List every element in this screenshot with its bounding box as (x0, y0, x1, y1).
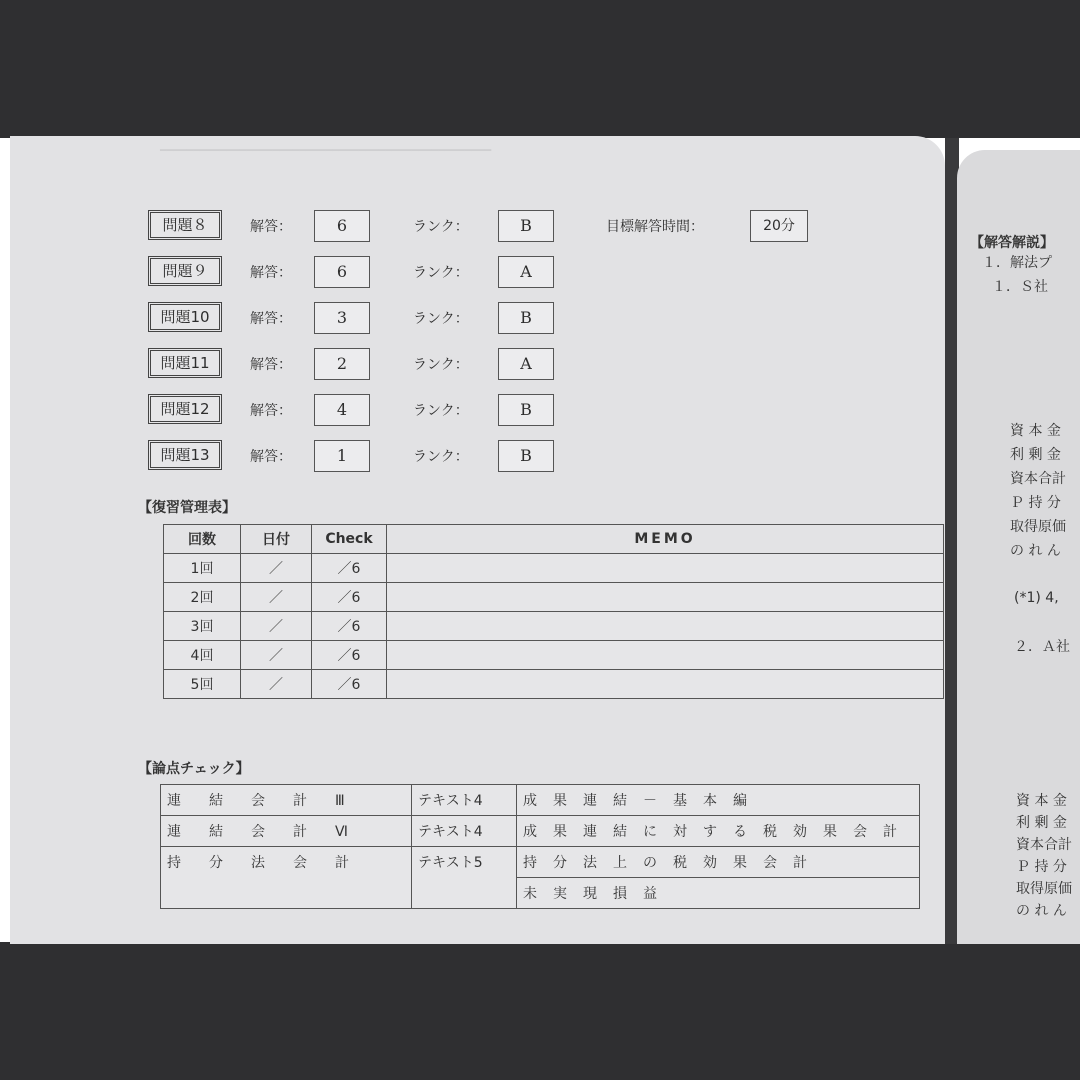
answer-value: 1 (314, 440, 370, 472)
table-row (161, 847, 920, 878)
right-page-line: (*1) 4, (1014, 590, 1059, 606)
rank-value: A (498, 256, 554, 288)
rank-value: B (498, 302, 554, 334)
table-row (161, 816, 920, 847)
rank-value: B (498, 394, 554, 426)
right-page-line: 資本合計 (1016, 837, 1072, 853)
question-label: 問題12 (148, 394, 222, 424)
header-memo: MEMO (387, 525, 944, 554)
date-cell: ／ (241, 641, 312, 670)
topic-cell: 持分法上の税効果会計 (517, 847, 920, 878)
answer-label: 解答： (250, 219, 292, 235)
right-page-line: 資本合計 (1010, 471, 1066, 487)
rank-label: ランク： (413, 265, 469, 281)
header-date: 日付 (241, 525, 312, 554)
text-ref-cell: テキスト4 (412, 816, 517, 847)
rank-label: ランク： (413, 449, 469, 465)
table-row (164, 670, 944, 699)
rank-label: ランク： (413, 219, 469, 235)
answer-value: 3 (314, 302, 370, 334)
date-cell: ／ (241, 583, 312, 612)
memo-cell (387, 583, 944, 612)
topic-check-title: 【論点チェック】 (138, 761, 250, 777)
date-cell: ／ (241, 554, 312, 583)
right-page-line: ２．Ａ社 (1014, 639, 1070, 655)
answer-row (148, 256, 848, 288)
question-label: 問題９ (148, 256, 222, 286)
right-page-line: 取得原価 (1016, 881, 1072, 897)
check-cell: ／6 (312, 641, 387, 670)
review-table-title: 【復習管理表】 (138, 500, 236, 516)
topic-check-table (160, 784, 920, 909)
answer-label: 解答： (250, 357, 292, 373)
answer-row (148, 348, 848, 380)
question-label: 問題13 (148, 440, 222, 470)
topic-cell: 成果連結に対する税効果会計 (517, 816, 920, 847)
round-cell: 1回 (164, 554, 241, 583)
rank-label: ランク： (413, 357, 469, 373)
round-cell: 5回 (164, 670, 241, 699)
check-cell: ／6 (312, 554, 387, 583)
memo-cell (387, 554, 944, 583)
right-page-line: 取得原価 (1010, 519, 1066, 535)
check-cell: ／6 (312, 612, 387, 641)
answer-label: 解答： (250, 449, 292, 465)
answer-row (148, 210, 848, 242)
right-page-line: Ｐ 持 分 (1016, 859, 1067, 875)
right-page-line: １．Ｓ社 (992, 279, 1048, 295)
round-cell: 4回 (164, 641, 241, 670)
answer-label: 解答： (250, 403, 292, 419)
answer-value: 4 (314, 394, 370, 426)
answer-row (148, 394, 848, 426)
subject-cell: 連結会計Ⅲ (161, 785, 412, 816)
right-page-heading: 【解答解説】 (970, 235, 1054, 251)
topic-cell: 未実現損益 (517, 878, 920, 909)
background-top (0, 0, 1080, 138)
answer-value: 2 (314, 348, 370, 380)
question-label: 問題８ (148, 210, 222, 240)
date-cell: ／ (241, 612, 312, 641)
rank-label: ランク： (413, 311, 469, 327)
answer-row (148, 302, 848, 334)
target-time-value: 20分 (750, 210, 808, 242)
text-ref-cell: テキスト4 (412, 785, 517, 816)
answer-label: 解答： (250, 265, 292, 281)
table-row (164, 554, 944, 583)
memo-cell (387, 670, 944, 699)
subject-cell (161, 878, 412, 909)
date-cell: ／ (241, 670, 312, 699)
text-ref-cell (412, 878, 517, 909)
target-time-label: 目標解答時間： (606, 219, 704, 235)
answer-value: 6 (314, 256, 370, 288)
right-page-line: の れ ん (1016, 903, 1067, 919)
subject-cell: 連結会計Ⅵ (161, 816, 412, 847)
right-page-line: 資 本 金 (1010, 423, 1061, 439)
check-cell: ／6 (312, 583, 387, 612)
question-label: 問題10 (148, 302, 222, 332)
answer-row (148, 440, 848, 472)
header-count: 回数 (164, 525, 241, 554)
rank-value: A (498, 348, 554, 380)
table-row (164, 583, 944, 612)
check-cell: ／6 (312, 670, 387, 699)
answer-label: 解答： (250, 311, 292, 327)
bleed-through-text: ━━━━━━━━━━━━━━━━━━━━━━━━━━━━━━━━━━━━━━━━━━━━━━━━━━ (160, 144, 492, 157)
table-header-row (164, 525, 944, 554)
table-row (164, 612, 944, 641)
right-page-line: の れ ん (1010, 543, 1061, 559)
right-page-line: Ｐ 持 分 (1010, 495, 1061, 511)
question-label: 問題11 (148, 348, 222, 378)
background-bottom (0, 942, 1080, 1080)
topic-cell: 成果連結－基本編 (517, 785, 920, 816)
round-cell: 3回 (164, 612, 241, 641)
memo-cell (387, 641, 944, 670)
memo-cell (387, 612, 944, 641)
answer-value: 6 (314, 210, 370, 242)
header-check: Check (312, 525, 387, 554)
text-ref-cell: テキスト5 (412, 847, 517, 878)
right-page-line: １．解法プ (982, 255, 1052, 271)
table-row (161, 785, 920, 816)
review-table (163, 524, 944, 699)
table-row (164, 641, 944, 670)
subject-cell: 持分法会計 (161, 847, 412, 878)
right-page-line: 利 剰 金 (1010, 447, 1061, 463)
rank-label: ランク： (413, 403, 469, 419)
rank-value: B (498, 210, 554, 242)
rank-value: B (498, 440, 554, 472)
round-cell: 2回 (164, 583, 241, 612)
right-page-line: 利 剰 金 (1016, 815, 1067, 831)
table-row (161, 878, 920, 909)
right-page-line: 資 本 金 (1016, 793, 1067, 809)
